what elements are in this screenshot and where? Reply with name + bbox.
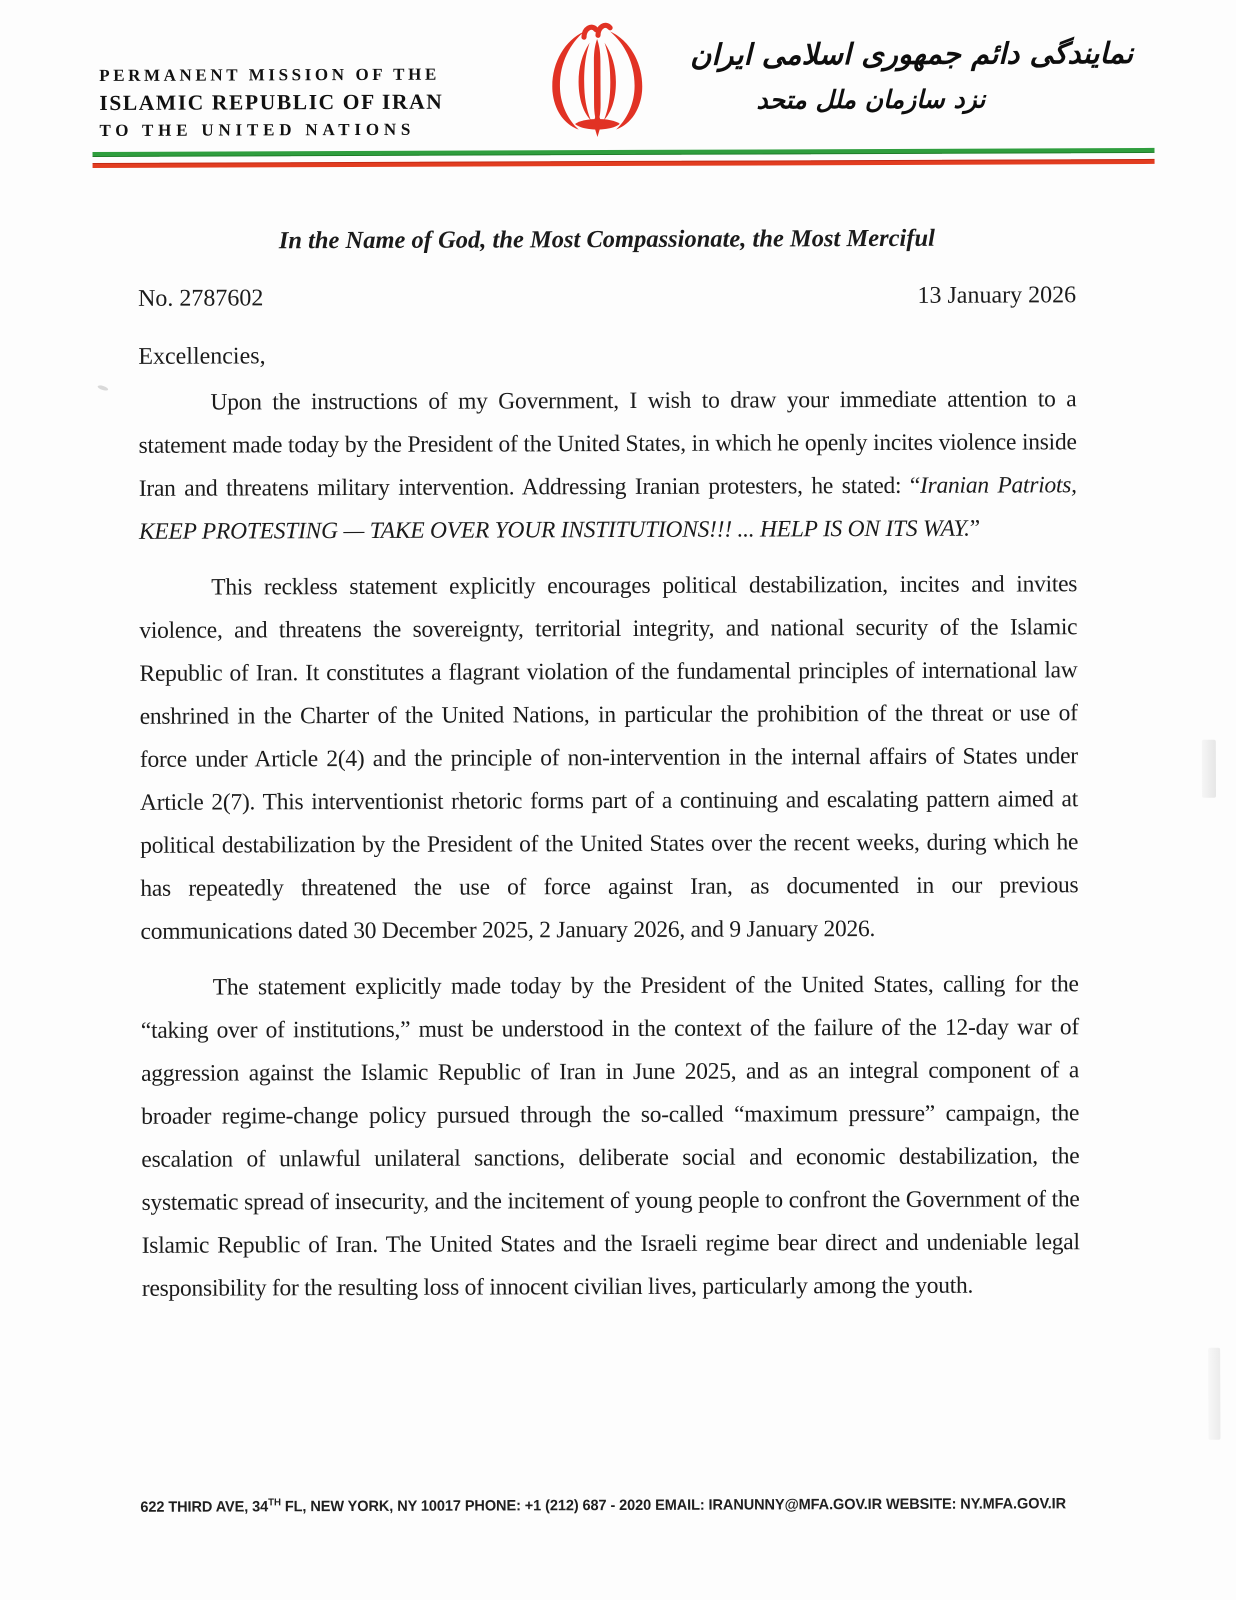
reference-row xyxy=(138,280,1076,314)
mission-line-1: PERMANENT MISSION OF THE xyxy=(99,64,440,85)
letter-body xyxy=(138,216,1080,1324)
letter-date: 13 January 2026 xyxy=(917,282,1077,309)
reference-number: No. 2787602 xyxy=(138,285,264,312)
letter-paragraph: Upon the instructions of my Government, I wish to draw your immediate attention to a statement made today by the President of the United States, in which he openly incites violence inside Iran and threatens military intervention. Addressing Iranian protesters, he stated: “Iranian Patriots, KEEP PROTESTING — TAKE OVER YOUR INSTITUTIONS!!! ... HELP IS ON ITS WAY.” xyxy=(138,386,1077,545)
letter-paragraph: This reckless statement explicitly encourages political destabilization, incites and invites violence, and threatens the sovereignty, territorial integrity, and national security of the Islamic Republic of Iran. It constitutes a flagrant violation of the fundamental principles of international law enshrined in the Charter of the United Nations, in particular the prohibition of the threat or use of force under Article 2(4) and the principle of non-intervention in the internal affairs of States under Article 2(7). This interventionist rhetoric forms part of a continuing and escalating pattern aimed at political destabilization by the President of the United States over the recent weeks, during which he has repeatedly threatened the use of force against Iran, as documented in our previous communications dated 30 December 2025, 2 January 2026, and 9 January 2026. xyxy=(139,571,1079,945)
mission-line-3: TO THE UNITED NATIONS xyxy=(99,119,416,140)
flag-divider xyxy=(93,148,1155,168)
footer-line: 622 THIRD AVE, 34TH FL, NEW YORK, NY 10017 PHONE: +1 (212) 687 - 2020 EMAIL: IRANUNNY@MFA.GOV.IR WEBSITE: NY.MFA.GOV.IR xyxy=(140,1495,1067,1516)
mission-line-2: ISLAMIC REPUBLIC OF IRAN xyxy=(99,89,444,115)
scan-smudge xyxy=(1202,740,1216,798)
persian-line-2: نزد سازمان ملل متحد xyxy=(756,84,986,115)
persian-line-1: نمایندگی دائم جمهوری اسلامی ایران xyxy=(690,36,1134,72)
salutation: Excellencies, xyxy=(138,343,266,370)
invocation-line: In the Name of God, the Most Compassionate, the Most Merciful xyxy=(278,224,935,255)
flag-green-stripe xyxy=(93,148,1155,157)
mission-name-block xyxy=(99,65,443,141)
letter-paragraphs xyxy=(138,378,1080,1311)
iran-emblem-icon xyxy=(541,12,654,148)
scan-smudge xyxy=(1208,1348,1220,1440)
letter-paragraph: The statement explicitly made today by the President of the United States, calling for the “taking over of institutions,” must be understood in the context of the failure of the 12-day war of aggression against the Islamic Republic of Iran in June 2025, and as an integral component of a broader regime-change policy pursued through the so-called “maximum pressure” campaign, the escalation of unlawful unilateral sanctions, deliberate social and economic destabilization, the systematic spread of insecurity, and the incitement of young people to confront the Government of the Islamic Republic of Iran. The United States and the Israeli regime bear direct and undeniable legal responsibility for the resulting loss of innocent civilian lives, particularly among the youth. xyxy=(140,971,1080,1302)
flag-red-stripe xyxy=(93,159,1155,168)
persian-calligraphy-block xyxy=(690,28,1133,122)
scan-speck xyxy=(97,384,109,391)
